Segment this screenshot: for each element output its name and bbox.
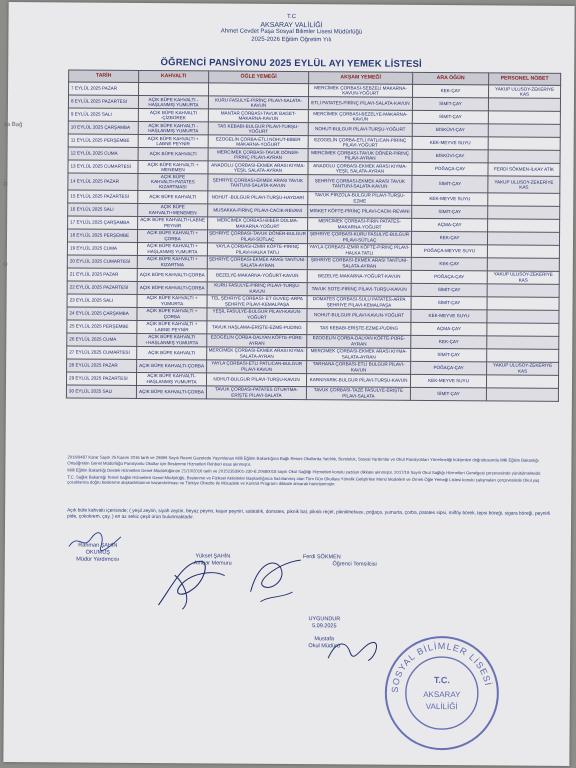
lunch-cell: MANTAR ÇORBASI-TAVUK BAGET-MAKARNA-KAVUN [208, 109, 308, 123]
signer-name: Yüksel ŞAHİN [195, 553, 231, 560]
dinner-cell: ŞEHRİYE ÇORBASI-EKMEK ARASI TAVUK TANTUNİ-SALATA-KAVUN [308, 175, 412, 192]
snack-cell: POĞAÇA-ÇAY [411, 270, 487, 284]
dinner-cell: MERCİMEK ÇORBASI-FIRIN PATATES-MAKARNA-YOĞURT [308, 217, 412, 231]
dinner-cell: YAYLA ÇORBASI-İZMİR KÖFTE-PİRİNÇ PİLAVI-HALKA TATLI [309, 244, 410, 256]
lunch-cell: YAYLA ÇORBASI-İZMİR KÖFTE-PİRİNÇ PİLAVI-HALKA TATLI [207, 243, 307, 257]
lunch-cell: YAYLA ÇORBASI-ETLİ PATLICAN-BULGUR PİLAVI-KAVUN [207, 360, 307, 374]
dinner-cell: TAVUK SOTE-PİRİNÇ PİLAVI-TURŞU-KAVUN [307, 282, 411, 296]
signer-role: Ambar Memuru [193, 560, 232, 567]
signer-name: Ferdi SÖKMEN [302, 554, 341, 561]
date-cell: 22 EYLÜL 2025 PAZARTESİ [67, 281, 137, 294]
snack-cell: POĞAÇA-ÇAY [411, 361, 487, 375]
snack-cell: KEK-ÇAY [411, 335, 487, 349]
header-line: Ahmet Cevdet Paşa Sosyal Bilimler Lisesi Müdürlüğü [220, 28, 363, 36]
edge-fragment: O [2, 261, 8, 269]
signature-scribble-4 [324, 634, 384, 668]
lunch-cell: TAVUK ÇORBASI-PATATES OTURTMA-ERİŞTE PİLAVI-SALATA [206, 386, 306, 400]
staff-duty-cell [487, 283, 559, 297]
dinner-cell: NOHUT-BULGUR PİLAVI-TURŞU-YOĞURT [308, 123, 412, 137]
breakfast-cell: AÇIK BÜFE KAHVALTI -ÇİZBOREK [138, 108, 208, 121]
column-header: PERSONEL NÖBET [489, 73, 561, 86]
breakfast-cell [139, 82, 209, 95]
staff-duty-cell [487, 231, 559, 245]
staff-duty-cell [486, 387, 558, 401]
lunch-cell: EZOGELİN ÇORBA-DALYAN KÖFTE-PÜRE-AYRAN [207, 334, 307, 348]
lunch-cell: MERCİMEK ÇORBASI-TAVUK DÖNER-PİRİNÇ PİLAVI-AYRAN [208, 148, 308, 162]
date-cell: 29 EYLÜL 2025 PAZARTESİ [66, 372, 136, 385]
staff-duty-cell [488, 111, 560, 125]
stamp-center-text: VALİLİĞİ [425, 701, 458, 712]
date-cell: 7 EYLÜL 2025 PAZAR [69, 82, 139, 95]
date-cell: 28 EYLÜL 2025 PAZAR [67, 359, 137, 372]
breakfast-cell: AÇIK BÜFE KAHVALTI+PATATES KIZARTMASI [138, 173, 208, 190]
header-line: T.C [287, 13, 297, 21]
breakfast-cell: AÇIK BÜFE KAHVALTI [138, 190, 208, 203]
dinner-cell: ŞEHRİYE ÇORBASI-EKMEK ARASI TANTUNİ-SALATA-AYRAN [307, 256, 411, 270]
column-header: ÖĞLE YEMEĞİ [209, 71, 309, 84]
date-cell: 13 EYLÜL 2025 CUMARTESİ [68, 160, 138, 173]
staff-duty-cell [487, 244, 559, 258]
stamp-center-text: T.C. [433, 675, 450, 686]
lunch-cell: MERCİMEK ÇORBASI-BİBER DOLMA-MAKARNA-YOĞURT [208, 217, 308, 231]
dinner-cell: DOMATES ÇORBASI-SULU PATATES-ARPA ŞEHRİYE PİLAVI-KEMALPAŞA [307, 295, 411, 309]
date-cell: 17 EYLÜL 2025 ÇARŞAMBA [68, 216, 138, 229]
breakfast-cell: AÇIK BÜFE KAHVALTI [137, 346, 207, 359]
signer-role: Öğrenci Temsilcisi [332, 561, 377, 568]
staff-duty-cell: YAKUP ULUSOY-ZEKERİYE KAS [488, 176, 560, 193]
staff-duty-cell [487, 296, 559, 310]
document-title: ÖĞRENCİ PANSİYONU 2025 EYLÜL AYI YEMEK LİSTESİ [160, 57, 422, 70]
date-cell: 14 EYLÜL 2025 PAZAR [68, 173, 138, 190]
snack-cell: KEK-ÇAY [411, 231, 487, 245]
staff-duty-cell [487, 335, 559, 349]
date-cell: 11 EYLÜL 2025 PERŞEMBE [68, 134, 138, 147]
signer-name: Rahman ŞAHİN [78, 542, 118, 549]
principal-name: Mustafa [314, 636, 335, 643]
dinner-cell: TAVUK PİRZOLA-BULGUR PİLAVI-TURŞU-EZME [308, 191, 412, 205]
breakfast-cell: AÇIK BÜFE KAHVALTI + KIZARTMA [137, 255, 207, 268]
snack-cell: SİMİT-ÇAY [411, 296, 487, 310]
header-line: 2025-2026 Eğitim Öğretim Yılı [251, 36, 332, 43]
approval-date: 5.09.2025 [312, 623, 337, 630]
lunch-cell [209, 83, 309, 97]
menu-table-body [66, 82, 560, 401]
breakfast-cell: AÇIK BÜFE KAHVALTI +HAŞLANMIŞ YUMURTA [137, 333, 207, 346]
snack-cell: AÇMA-ÇAY [412, 218, 488, 232]
dinner-cell: MERCİMEK ÇORBASI-TAVUK DÖNER-PİRİNÇ PİLAVI-AYRAN [308, 149, 412, 163]
column-header: AKŞAM YEMEĞİ [309, 72, 413, 85]
snack-cell: SİMİT-ÇAY [412, 97, 488, 111]
dinner-cell: NOHUT-BULGUR PİLAVI-KAVUN-YOĞURT [307, 308, 411, 322]
lunch-cell: YEŞİL FASULYE-BULGUR PİLAVI-KAVUN-YOĞURT [207, 308, 307, 322]
note-paragraph: 2016/9487 Karar Sayılı 25 Kasım 2016 tarih ve 29899 Sayılı Resmi Gazetede Yayımlanan Milli Eğitim Bakanlığına Bağlı Resmi Okullarda Yatılılık, Bursluluk, Sosyal Yardımlar ve Okul Pansiyonları Yönetmeliği hükümleri doğrultusunda Milli Eğitim Bakanlığı Ortaöğretim Genel Müdürlüğü Pansiyonlu Okullar için Beslenme Hizmetleri Rehberi esas alınmıştır. [67, 454, 539, 467]
lunch-cell: MERCİMEK ÇORBASI-EKMEK ARASI KIYMA-SALATA-AYRAN [208, 347, 305, 359]
snack-cell: AÇMA-ÇAY [411, 322, 487, 336]
snack-cell: SİMİT-ÇAY [410, 387, 486, 401]
stamp-center-text: AKSARAY [423, 689, 461, 700]
date-cell: 27 EYLÜL 2025 CUMARTESİ [67, 346, 137, 359]
dinner-cell: ŞEHRİYE ÇORBASI-KURU FASULYE-BULGUR PİLAVI-SÜTLAÇ [307, 230, 411, 244]
lunch-cell: ŞEHRİYE ÇORBASI-TAVUK DÖNER-BULGUR PİLAVI-SÜTLAÇ [209, 230, 306, 242]
breakfast-cell: AÇIK BÜFE KAHVALTI + HAŞLANMIŞ YUMURTA [137, 242, 207, 255]
regulation-notes [67, 454, 555, 490]
snack-cell: SİMİT-ÇAY [412, 205, 488, 219]
dinner-cell: ETLİ PATATES-PİRİNÇ PİLAVI-SALATA-KAVUN [308, 97, 412, 111]
staff-duty-cell [487, 309, 559, 323]
lunch-cell: TAS KEBABI-BULGUR PİLAVI-TURŞU-YOĞURT [208, 122, 308, 136]
breakfast-cell: AÇIK BÜFE KAHVALTI-ÇORBA [137, 268, 207, 281]
staff-duty-cell [488, 137, 560, 151]
dinner-cell: BEZELYE-MAKARNA-YOĞURT-KAVUN [307, 269, 411, 283]
breakfast-cell: AÇIK BÜFE KAHVALTI + ÇORBA [137, 229, 207, 242]
snack-cell: SİMİT-ÇAY [412, 175, 488, 192]
edge-fragment: D [3, 182, 8, 189]
breakfast-cell: AÇIK BÜFE KAHVALTI + LABNE PEYNİR [138, 134, 208, 147]
signer-role: OKUMUŞ [85, 549, 110, 556]
breakfast-cell: AÇIK BÜFE KAHVALTI + LABNE PEYNİR [137, 320, 207, 333]
date-cell: 12 EYLÜL 2025 CUMA [68, 147, 138, 160]
lunch-cell: KURU FASULYE-PİRİNÇ PİLAVI-TURŞU-KAVUN [207, 282, 307, 296]
lunch-cell: NOHUT-BULGUR PİLAVI-TURŞU-KAVUN [206, 373, 306, 387]
date-cell: 8 EYLÜL 2025 PAZARTESİ [68, 95, 138, 108]
snack-cell: POĞAÇA-ÇAY [412, 162, 488, 176]
column-header: KAHVALTI [139, 70, 209, 82]
column-header: TARİH [69, 70, 139, 82]
snack-cell: KEK-ÇAY [413, 84, 489, 98]
dinner-cell: EZOGELİN ÇORBA-DALYAN KÖFTE-PÜRE-AYRAN [307, 334, 411, 348]
principal-role: Okul Müdürü [308, 643, 340, 650]
staff-duty-cell: FERDİ SÖKMEN-İLKAY ATİK [488, 163, 560, 177]
breakfast-cell: AÇIK BÜFE KAHVALTI + ÇORBA [137, 307, 207, 320]
snack-cell: SİMİT-ÇAY [411, 348, 487, 362]
dinner-cell: EZOGELİN ÇORBA-ETLİ PATLICAN-PİRİNÇ PİLAVI-YOĞURT [308, 136, 412, 150]
staff-duty-cell [487, 257, 559, 271]
staff-duty-cell: YAKUP ULUSOY-ZEKERİYE KAS [487, 270, 559, 284]
snack-cell: SİMİT-ÇAY [411, 283, 487, 297]
svg-text:SOSYAL BİLİMLER LİSESİ [390, 641, 494, 694]
edge-fragment: sa Bağ [3, 122, 23, 129]
staff-duty-cell [487, 322, 559, 336]
staff-duty-cell [488, 98, 560, 112]
staff-duty-cell [488, 150, 560, 164]
dinner-cell: MERCİMEK ÇORBASI-BEZELYE-MAKARNA-KAVUN [308, 110, 412, 124]
dinner-cell: TAS KEBABI-ERİŞTE-EZME-PUDİNG [307, 321, 411, 335]
lunch-cell: ANADOLU ÇORBASI-EKMEK ARASI KIYMA-YEŞİL SALATA-AYRAN [208, 161, 308, 175]
official-stamp [381, 633, 502, 754]
lunch-cell: TEL ŞEHRİYE ÇORBASI- ET GUVEÇ-ARPA ŞEHRİYE PİLAVI-KEMALPAŞA [207, 295, 307, 309]
breakfast-cell: AÇIK BÜFE KAHVALTI -HAŞLANMIŞ YUMURTA [138, 121, 208, 134]
dinner-cell: MERCİMEK ÇORBASI-SEBZELİ MAKARNA-KAVUN-YOĞURT [309, 84, 413, 98]
date-cell: 10 EYLÜL 2025 ÇARŞAMBA [68, 121, 138, 134]
date-cell: 24 EYLÜL 2025 ÇARŞAMBA [67, 307, 137, 320]
dinner-cell: TAVUK ÇORBASI-TAZE FASULYE-ERİŞTE PİLAVI-SALATA [306, 386, 410, 400]
snack-cell: KEK-ÇAY [411, 257, 487, 271]
breakfast-cell: AÇIK BÜFE KAHVALTI + MENEMEN [138, 160, 208, 173]
breakfast-cell: AÇIK BÜFE KAHVALTI-ÇORBA [137, 281, 207, 294]
snack-cell: BİSKÜVİ-ÇAY [412, 123, 488, 137]
snack-cell: KEK-MEYVE SUYU [412, 136, 488, 150]
staff-duty-cell [487, 348, 559, 362]
snack-cell: BİSKÜVİ-ÇAY [412, 149, 488, 163]
lunch-cell: ŞEHRİYE ÇORBASI-EKMEK ARASI TANTUNİ-SALATA-AYRAN [208, 256, 306, 268]
date-cell: 30 EYLÜL 2025 SALI [66, 385, 136, 398]
dinner-cell: MERCİMEK ÇORBASI-EKMEK ARASI KIYMA-SALATA-AYRAN [307, 347, 411, 361]
date-cell: 19 EYLÜL 2025 CUMA [67, 242, 137, 255]
signature-scribble-1 [65, 530, 125, 552]
breakfast-cell: AÇIK BÜFE KAHVALTI-HAŞLANMIŞ YUMURTA [136, 372, 206, 385]
breakfast-cell: AÇIK BÜFE KAHVALTI [138, 147, 208, 160]
date-cell: 20 EYLÜL 2025 CUMARTESİ [67, 255, 137, 268]
staff-duty-cell [486, 374, 558, 388]
date-cell: 18 EYLÜL 2025 PERŞEMBE [67, 229, 137, 242]
staff-duty-cell [488, 124, 560, 138]
breakfast-cell: AÇIK BÜFE KAHVALTI-ÇORBA [137, 359, 207, 372]
table-row [66, 385, 558, 401]
breakfast-cell: AÇIK BÜFE KAHVALTI+MENEMEN [138, 203, 208, 216]
snack-cell: KEK-MEYVE SUYU [410, 374, 486, 388]
breakfast-cell: AÇIK BÜFE KAHVALTI-ÇORBA [136, 385, 206, 398]
dinner-cell: KARNIYARIK-BULGUR PİLAVI-TURŞU-KAVUN [306, 373, 410, 387]
breakfast-items-note: Açık büfe kahvaltı içerisinde; ( yeşil zeytin, siyah zeytin, beyaz peynir, kaşar peyniri, salatalık, domates, piknik bal, piknik reçel, piknikhelvası, poğaça, yumurta, çorba, patates sipsi, milföy börek, tepsi böreği, sigara böreği, peynirli pide, çokokrem, çay, ) en az sekiz çeşit ürün bulunmaktadır. [67, 508, 551, 521]
document-page [3, 2, 574, 766]
lunch-cell: NOHUT -BULGUR PİLAVI-TURŞU-HAYDARİ [208, 191, 308, 205]
breakfast-cell: AÇIK BÜFE KAHVALTI -HAŞLANMIŞ YUMURTA [138, 95, 208, 108]
date-cell: 21 EYLÜL 2025 PAZAR [67, 268, 137, 281]
approval-label: UYGUNDUR [308, 616, 341, 623]
lunch-cell: BEZELYE-MAKARNA-YOĞURT-KAVUN [207, 269, 307, 283]
snack-cell: SİMİT-ÇAY [412, 110, 488, 124]
menu-table [66, 69, 561, 401]
dinner-cell: TARHANA ÇORBASI-ETLİ BULGUR PİLAVI-KAVUN [307, 360, 411, 374]
staff-duty-cell [488, 218, 560, 232]
dinner-cell: MİSKET KÖFTE-PİRİNÇ PİLAVI-CACIK-REVANİ [308, 204, 412, 218]
snack-cell: KEK-MEYVE SUYU [412, 192, 488, 206]
signer-role: Müdür Yardımcısı [76, 556, 120, 563]
note-paragraph: T.C. Sağlık Bakanlığı Temel Sağlık Hizmetleri Genel Müdürlüğü, Beslenme ve Fiziksel Aktiviteler Başkanlığınca hazırlanmış olan Tüm Gün Okullara Yönelik Geliştirilen Menü Modelleri ve Örnek Öğle Yemeği Listesi konulu çalışmaları çerçevesinde Okul yaş çocuklarına doğru beslenme alışkanlıklarının kazandırılması ve Türkiye Obezite ile Mücadele ve Kontrol Programı dikkate alınarak hazırlanmıştır. [67, 474, 540, 487]
lunch-cell: EZOGELİN ÇORBA-ETLİ NOHUT-BİBER MAKARNA-YOĞURT [208, 135, 308, 149]
date-cell: 9 EYLÜL 2025 SALI [68, 108, 138, 121]
snack-cell: KEK-MEYVE SUYU [411, 309, 487, 323]
breakfast-cell: AÇIK BÜFE KAHVALTI+LABNE PEYNİR [138, 216, 208, 229]
signature-scribble-3 [240, 552, 310, 608]
header-line: AKSARAY VALİLİĞİ [260, 21, 323, 29]
breakfast-cell: AÇIK BÜFE KAHVALTI + YUMURTA [137, 294, 207, 307]
date-cell: 25 EYLÜL 2025 PERŞEMBE [67, 320, 137, 333]
signature-scribble-2 [152, 555, 232, 614]
stamp-ring-text: SOSYAL BİLİMLER LİSESİ [389, 641, 494, 693]
snack-cell: POĞAÇA-MEYVE SUYU [411, 244, 487, 258]
date-cell: 15 EYLÜL 2025 PAZARTESİ [68, 190, 138, 203]
lunch-cell: ŞEHRİYE ÇORBASI-EKMEK ARASI TAVUK TANTUNİ-SALATA-KAVUN [208, 174, 308, 191]
staff-duty-cell: YAKUP ULUSOY-ZEKERİYE KAS [489, 85, 561, 99]
lunch-cell: KURU FASULYE-PİRİNÇ PİLAVI-SALATA-KAVUN [208, 96, 308, 110]
date-cell: 26 EYLÜL 2025 CUMA [67, 333, 137, 346]
note-paragraph: Milli Eğitim Bakanlığı Destek Hizmetleri Genel Müdürlüğünün 21/10/2016 tarih ve 20152353901-230-E.20680018 sayılı Okul Sağlığı Hizmetleri konulu yazıları dikkate alınmıştır. 2017/19 Sayılı Okul Sağlığı Hizmetleri Genelgesi çerçevesinde yürütülmektedir. [67, 467, 542, 476]
column-header: ARA ÖĞÜN [413, 72, 489, 85]
dinner-cell: ANADOLU ÇORBASI-EKMEK ARASI KIYMA-YEŞİL SALATA-AYRAN [308, 162, 412, 176]
document-header [8, 12, 574, 46]
staff-duty-cell [488, 205, 560, 219]
date-cell: 23 EYLÜL 2025 SALI [67, 294, 137, 307]
lunch-cell: TAVUK HAŞLAMA-ERİŞTE-EZME-PUDİNG [207, 321, 307, 335]
staff-duty-cell [488, 192, 560, 206]
staff-duty-cell: YAKUP ULUSOY-ZEKERİYE KAS [487, 361, 559, 375]
date-cell: 16 EYLÜL 2025 SALI [68, 203, 138, 216]
lunch-cell: MUSAKKA-PİRİNÇ PİLAVI-CACIK-REVANİ [208, 204, 308, 218]
